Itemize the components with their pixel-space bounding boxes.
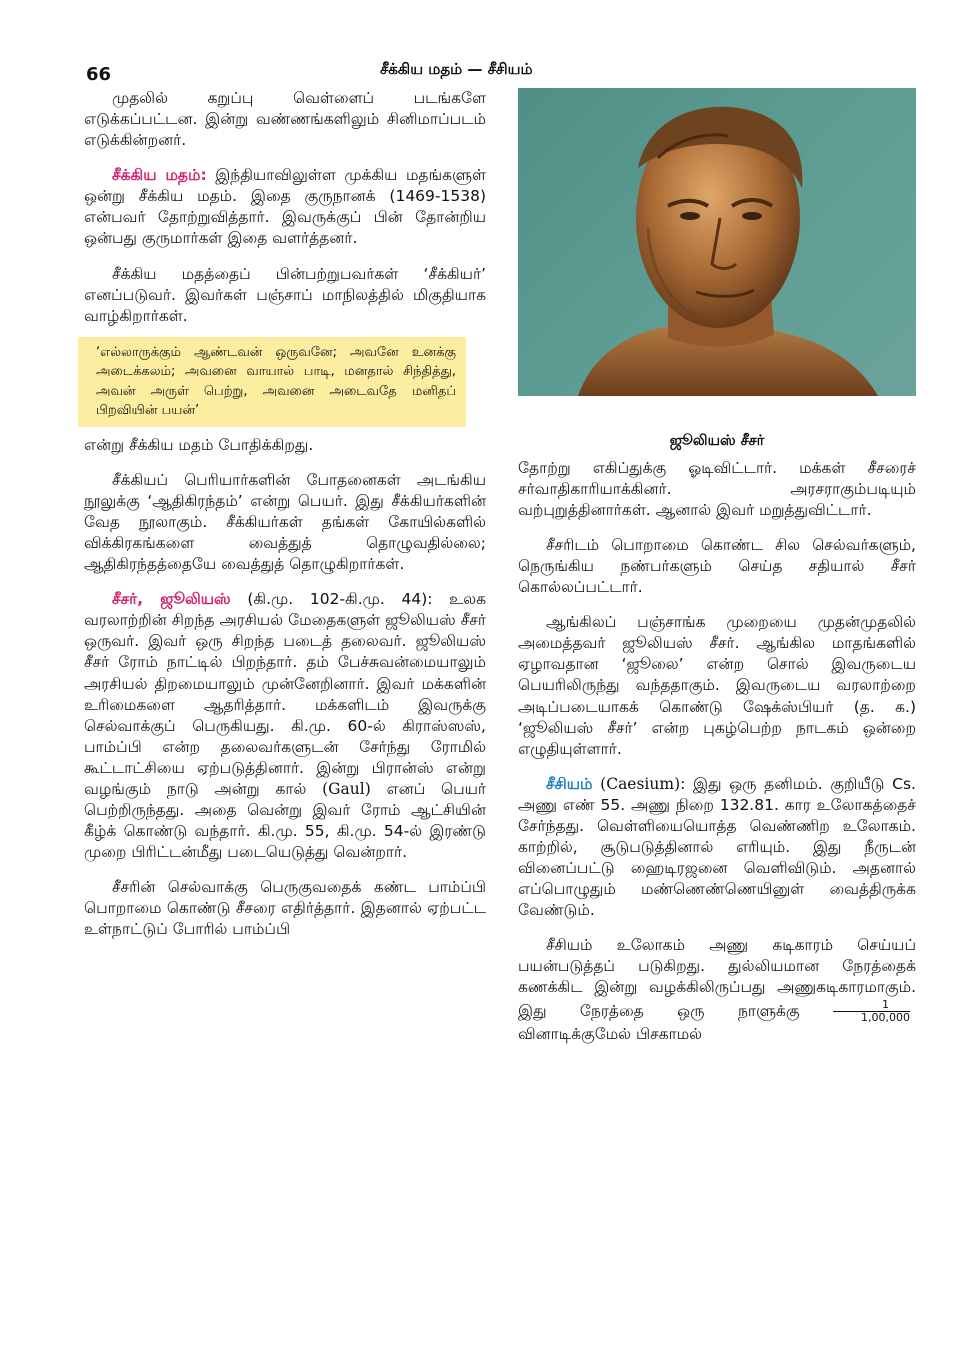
caesium-paragraph-2 <box>518 935 916 1045</box>
sikh-paragraph-1 <box>84 165 486 249</box>
fraction-denominator: 1,00,000 <box>861 1010 910 1024</box>
left-column <box>84 88 486 955</box>
caesar-text-1: (கி.மு. 102-கி.மு. 44): உலக வரலாற்றின் சிறந்த அரசியல் மேதைகளுள் ஜூலியஸ் சீசர் ஒருவர். இவர் ஒரு சிறந்த படைத் தலைவர். ஜூலியஸ் சீசர் ரோம் நாட்டில் பிறந்தார். தம் பேச்சுவன்மையாலும் அரசியல் திறமையாலும் முன்னேறினார். இவர் மக்களின் உரிமைகளை ஆதரித்தார். மக்களிடம் இவருக்கு செல்வாக்குப் பெருகியது. கி.மு. 60-ல் கிராஸ்ஸஸ், பாம்ப்பி என்ற தலைவர்களுடன் சேர்ந்து ரோமில் கூட்டாட்சியை ஏற்படுத்தினார். இன்று பிரான்ஸ் என்று வழங்கும் நாடு அன்று கால் <box>84 590 486 798</box>
sikh-paragraph-4: சீக்கியப் பெரியார்களின் போதனைகள் அடங்கிய நூலுக்கு ‘ஆதிகிரந்தம்’ என்று பெயர். இது சீக்கியர்களின் வேத நூலாகும். சீக்கியர்கள் தங்கள் கோயில்களில் விக்கிரகங்களை வைத்துத் தொழுவதில்லை; ஆதிகிரந்தத்தையே வைத்துத் தொழுகிறார்கள். <box>84 470 486 574</box>
caesium-heading: சீசியம் <box>546 774 593 793</box>
page-number: 66 <box>86 64 112 85</box>
julius-caesar-portrait <box>518 88 916 396</box>
caesar-text-1b: எனப் பெயர் பெற்றிருந்தது. அதை வென்று இவர் ரோம் ஆட்சியின் கீழ்க் கொண்டு வந்தார். கி.மு. 55, கி.மு. 54-ல் இரண்டு முறை பிரிட்டன்மீது படையெடுத்து வென்றார். <box>84 779 486 862</box>
sikh-paragraph-2: சீக்கிய மதத்தைப் பின்பற்றுபவர்கள் ‘சீக்கியர்’ எனப்படுவர். இவர்கள் பஞ்சாப் மாநிலத்தில் மிகுதியாக வாழ்கிறார்கள். <box>84 264 486 325</box>
sikh-paragraph-3: என்று சீக்கிய மதம் போதிக்கிறது. <box>84 435 314 454</box>
caesium-text-2: சீசியம் உலோகம் அணு கடிகாரம் செய்யப் பயன்படுத்தப் படுகிறது. துல்லியமான நேரத்தைக் கணக்கிட இன்று வழக்கிலிருப்பது அணுகடிகாரமாகும். இது நேரத்தை ஒரு நாளுக்கு <box>518 936 916 1020</box>
caesar-heading: சீசர், ஜூலியஸ் <box>112 590 231 609</box>
caesar-paragraph-3: தோற்று எகிப்துக்கு ஓடிவிட்டார். மக்கள் சீசரைச் சர்வாதிகாரியாக்கினர். அரசராகும்படியும் வற்புறுத்தினார்கள். ஆனால் இவர் மறுத்துவிட்டார். <box>518 458 916 519</box>
sikh-heading: சீக்கிய மதம்: <box>112 166 207 185</box>
running-header: சீக்கிய மதம் — சீசியம் <box>380 60 533 78</box>
gaul-term: (Gaul) <box>322 779 371 798</box>
caesar-paragraph-4: சீசரிடம் பொறாமை கொண்ட சில செல்வர்களும், நெருங்கிய நண்பர்களும் செய்த சதியால் சீசர் கொல்லப்பட்டார். <box>518 535 916 597</box>
caesium-paragraph-1 <box>518 774 916 922</box>
caesium-text-1: : இது ஒரு தனிமம். குறியீடு Cs. அணு எண் 55. அணு நிறை 132.81. கார உலோகத்தைச் சேர்ந்தது. வெள்ளியையொத்த வெண்ணிற உலோகம். காற்றில், சூடுபடுத்தினால் எரியும். இது நீருடன் வினைப்பட்டு ஹைடிரஜனை வெளிவிடும். அதனால் எப்பொழுதும் மண்ணெண்ணெயினுள் வைத்திருக்க வேண்டும். <box>518 774 916 920</box>
caesar-paragraph-2: சீசரின் செல்வாக்கு பெருகுவதைக் கண்ட பாம்ப்பி பொறாமை கொண்டு சீசரை எதிர்த்தார். இதனால் ஏற்பட்ட உள்நாட்டுப் போரில் பாம்ப்பி <box>84 878 486 939</box>
sikh-text-1: இந்தியாவிலுள்ள முக்கிய மதங்களுள் ஒன்று சீக்கிய மதம். இதை குருநானக் (1469-1538) என்பவர் தோற்றுவித்தார். இவருக்குப் பின் தோன்றிய ஒன்பது குருமார்கள் இதை வளர்த்தனர். <box>84 166 487 248</box>
fraction <box>833 999 910 1024</box>
sikh-quote-box: ‘எல்லாருக்கும் ஆண்டவன் ஒருவனே; அவனே உனக்கு அடைக்கலம்; அவனை வாயால் பாடி, மனதால் சிந்தித்து, அவன் அருள் பெற்று, அவனை அடைவதே மனிதப் பிறவியின் பயன்’ <box>78 337 466 427</box>
intro-paragraph: முதலில் கறுப்பு வெள்ளைப் படங்களே எடுக்கப்பட்டன. இன்று வண்ணங்களிலும் சினிமாப்படம் எடுக்கின்றனர். <box>84 89 486 150</box>
caesium-latin-name: (Caesium) <box>600 774 681 793</box>
caesar-paragraph-5: ஆங்கிலப் பஞ்சாங்க முறையை முதன்முதலில் அமைத்தவர் ஜூலியஸ் சீசர். ஆங்கில மாதங்களில் ஏழாவதான ‘ஜூலை’ என்ற சொல் இவருடைய பெயரிலிருந்து வந்ததாகும். இவருடைய வரலாற்றை அடிப்படையாகக் கொண்டு ஷேக்ஸ்பியர் (த. க.) ‘ஜூலியஸ் சீசர்’ என்ற புகழ்பெற்ற நாடகம் ஒன்றை எழுதியுள்ளார். <box>518 613 916 758</box>
fraction-numerator: 1 <box>833 999 910 1012</box>
figure-caption: ஜூலியஸ் சீசர் <box>669 433 765 449</box>
caesium-text-2b: வினாடிக்குமேல் பிசகாமல் <box>518 1024 703 1043</box>
portrait-illustration <box>518 88 916 396</box>
caesar-paragraph-1 <box>84 589 486 863</box>
right-column <box>518 88 916 1059</box>
